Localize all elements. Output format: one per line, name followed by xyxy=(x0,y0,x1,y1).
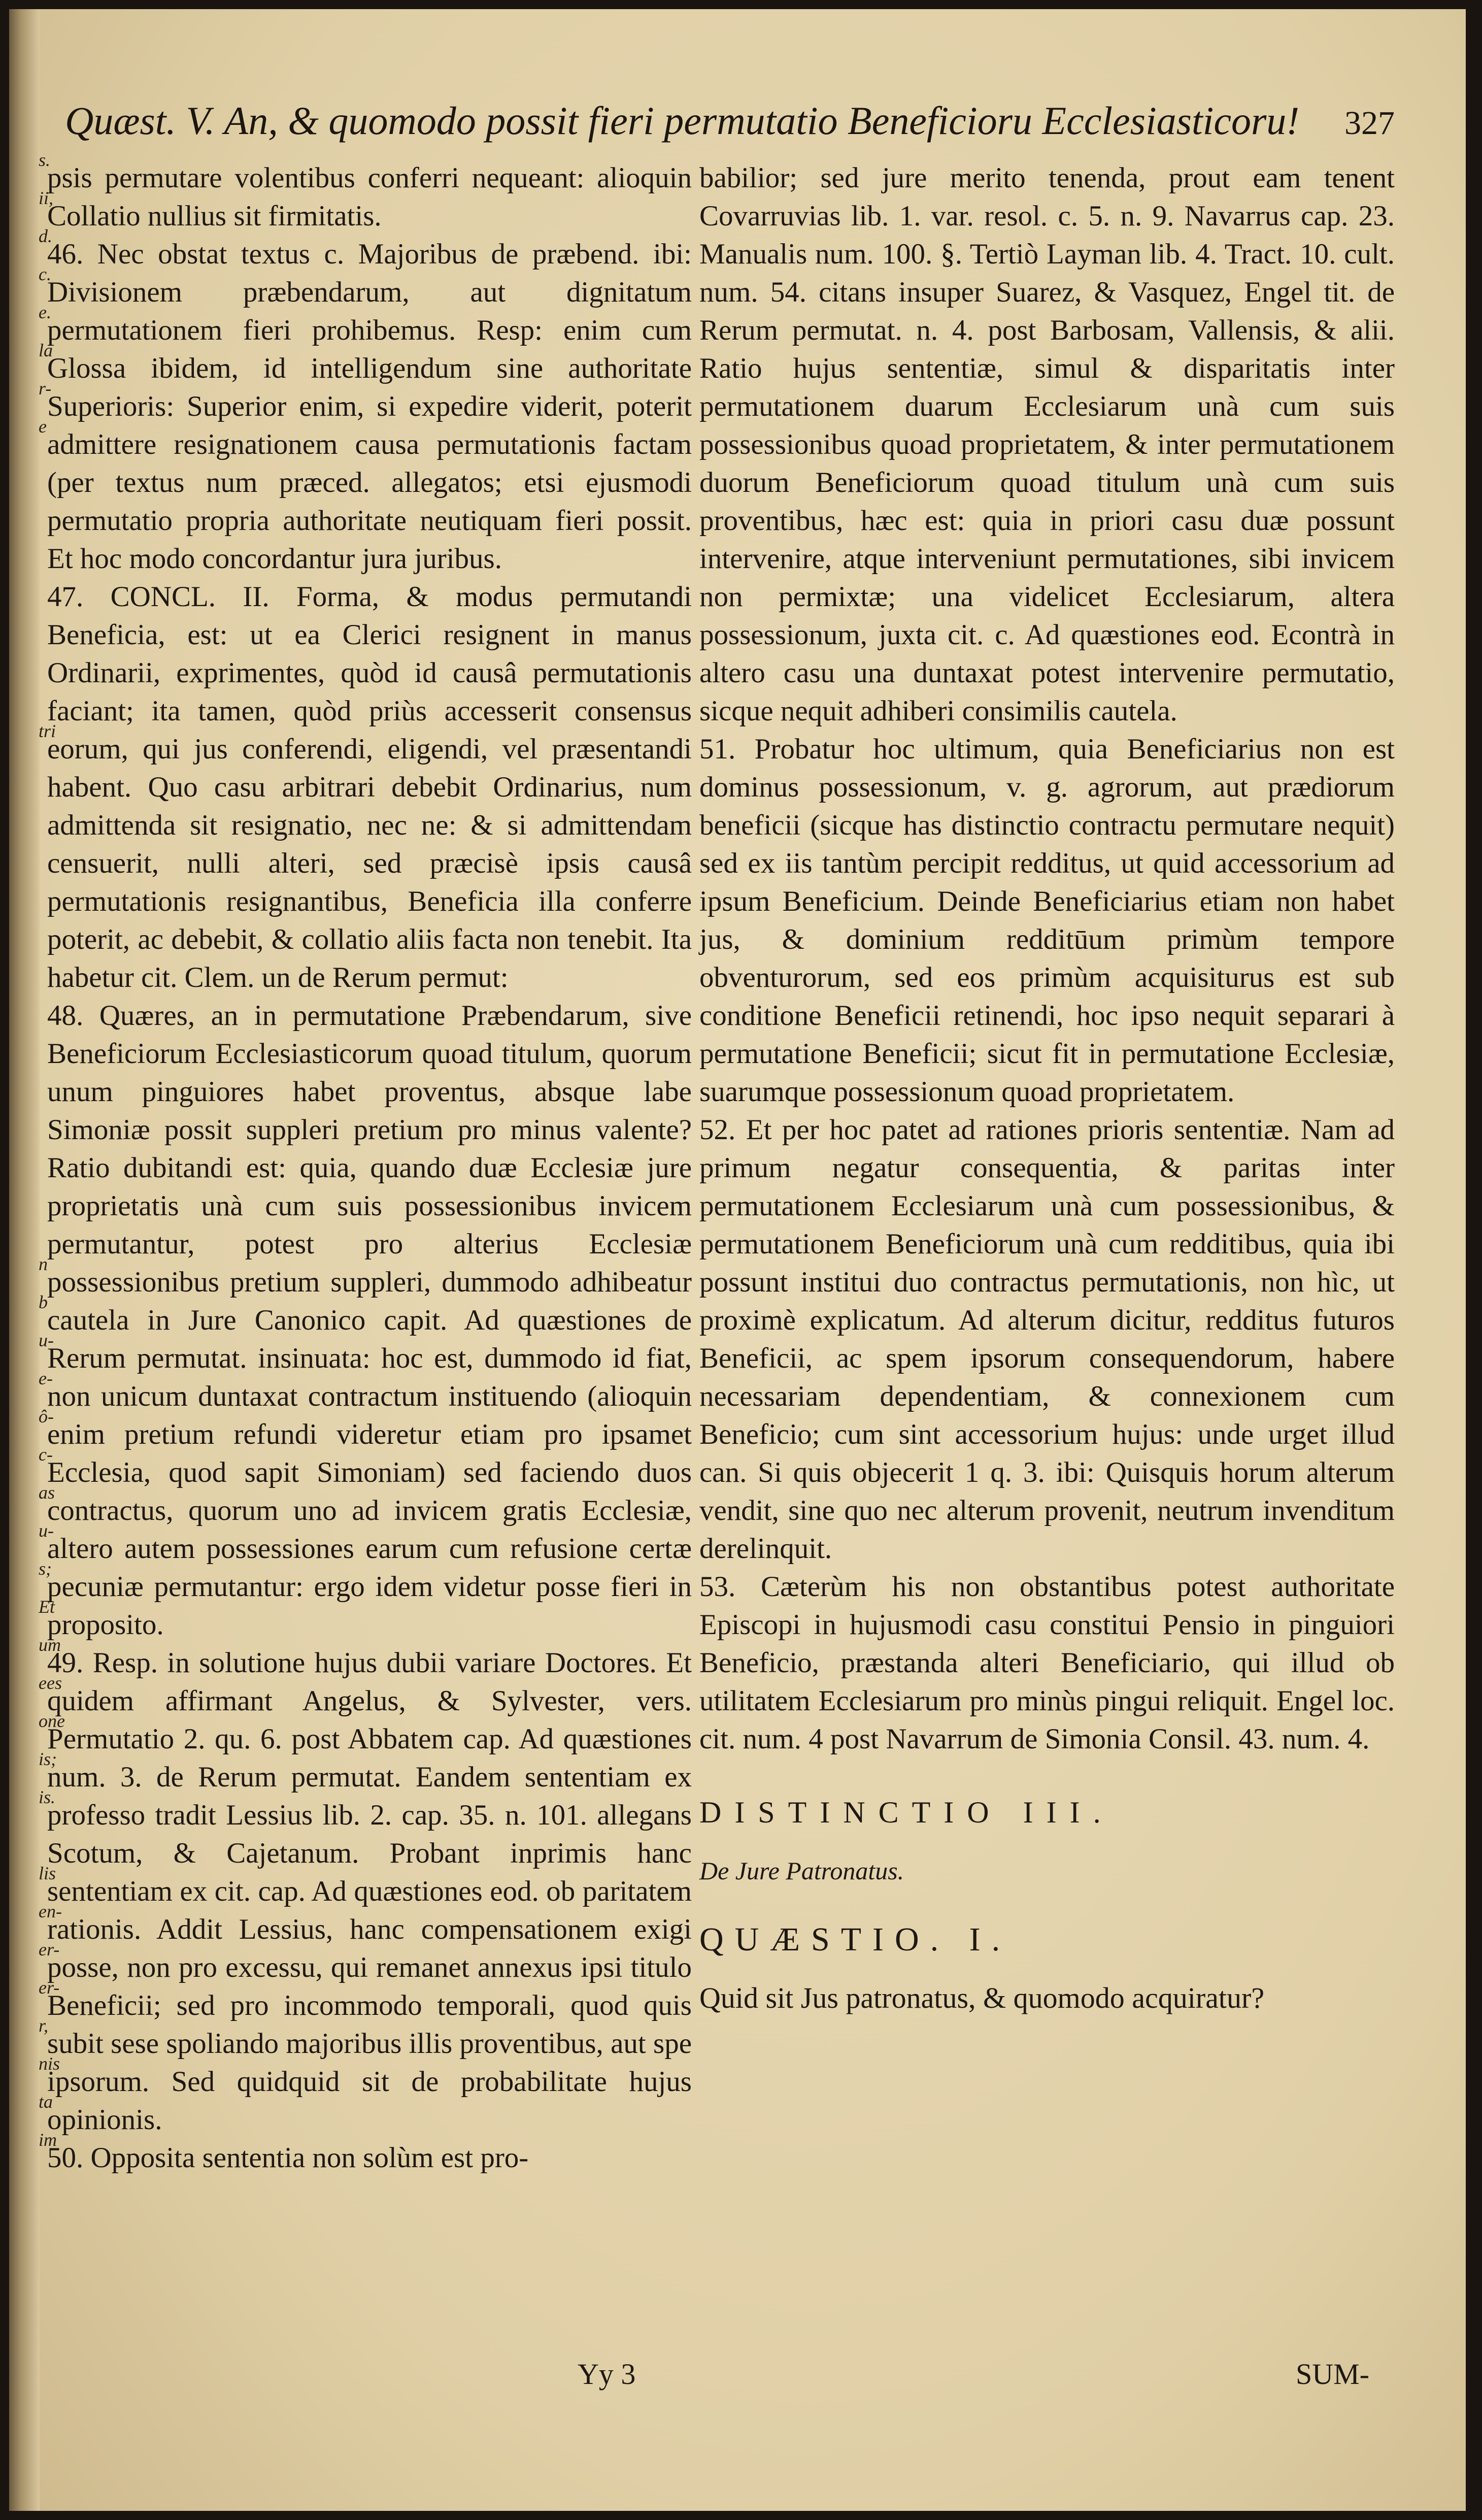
book-page xyxy=(9,9,1466,2511)
distinctio-heading: DISTINCTIO III. xyxy=(699,1796,1114,1829)
left-column xyxy=(47,159,692,2177)
margin-fragment: r, xyxy=(39,2015,49,2036)
margin-fragment: s. xyxy=(39,150,51,170)
margin-fragment: en- xyxy=(39,1901,62,1921)
margin-fragment: er- xyxy=(39,1977,60,1998)
margin-fragment: u- xyxy=(39,1520,54,1541)
margin-fragment: ees xyxy=(39,1673,62,1693)
margin-fragment: as xyxy=(39,1482,55,1503)
margin-fragment: c. xyxy=(39,264,51,284)
margin-fragment: e xyxy=(39,416,47,437)
margin-fragment: s; xyxy=(39,1559,52,1579)
page-number: 327 xyxy=(1344,105,1395,142)
margin-fragment: is; xyxy=(39,1749,57,1769)
margin-fragment: ô- xyxy=(39,1406,54,1427)
margin-fragment: im xyxy=(39,2130,57,2150)
margin-fragment: d. xyxy=(39,226,52,246)
paragraph: 50. Opposita sententia non solùm est pro- xyxy=(47,2142,529,2174)
margin-fragment: um xyxy=(39,1635,61,1655)
margin-fragment: lis xyxy=(39,1863,56,1883)
running-title: Quæst. V. An, & quomodo possit fieri permutatio Beneficioru Ecclesiasticoru! xyxy=(65,98,1300,143)
paragraph: 48. Quæres, an in permutatione Præbendarum, sive Beneficiorum Ecclesiasticorum quoad titulum, quorum unum pinguiores habet proventus, absque labe Simoniæ possit suppleri pretium pro minus valente? Ratio dubitandi est: quia, quando duæ Ecclesiæ jure proprietatis unà cum suis possessionibus invicem permutantur, potest pro alterius Ecclesiæ possessionibus pretium suppleri, dummodo adhibeatur cautela in Jure Canonico capit. Ad quæstiones de Rerum permutat. insinuata: hoc est, dummodo id fiat, non unicum duntaxat contractum instituendo (alioquin enim pretium refundi videretur etiam pro ipsamet Ecclesia, quod sapit Simoniam) sed faciendo duos contractus, quorum uno ad invicem gratis Ecclesiæ, altero autem possessiones earum cum refusione certæ pecuniæ permutantur: ergo idem videtur posse fieri in proposito. xyxy=(47,1000,692,1641)
paragraph: babilior; sed jure merito tenenda, prout eam tenent Covarruvias lib. 1. var. resol. c. 5. n. 9. Navarrus cap. 23. Manualis num. 100. §. Tertiò Layman lib. 4. Tract. 10. cult. num. 54. citans insuper Suarez, & Vasquez, Engel tit. de Rerum permutat. n. 4. post Barbosam, Vallensis, & alii. Ratio hujus sententiæ, simul & disparitatis inter permutationem duarum Ecclesiarum unà cum suis possessionibus quoad proprietatem, & inter permutationem duorum Beneficiorum quoad titulum unà cum suis proventibus, hæc est: quia in priori casu duæ possunt intervenire, atque interveniunt permutationes, sibi invicem non permixtæ; una videlicet Ecclesiarum, altera possessionum, juxta cit. c. Ad quæstiones eod. Econtrà in altero casu una duntaxat potest intervenire permutatio, sicque nequit adhiberi consimilis cautela. xyxy=(699,162,1395,727)
quaestio-title: Quid sit Jus patronatus, & quomodo acquiratur? xyxy=(699,1981,1265,2014)
margin-fragment: is. xyxy=(39,1787,56,1807)
margin-fragment: e. xyxy=(39,302,51,322)
margin-fragment: Et xyxy=(39,1597,55,1617)
paragraph: 46. Nec obstat textus c. Majoribus de præbend. ibi: Divisionem præbendarum, aut dignitatum permutationem fieri prohibemus. Resp: enim cum Glossa ibidem, id intelligendum sine authoritate Superioris: Superior enim, si expedire viderit, poterit admittere resignationem causa permutationis factam (per textus num præced. allegatos; etsi ejusmodi permutatio propria authoritate neutiquam fieri possit. Et hoc modo concordantur jura juribus. xyxy=(47,238,692,575)
margin-fragment: e- xyxy=(39,1368,53,1388)
margin-fragment: r- xyxy=(39,378,52,399)
paragraph: psis permutare volentibus conferri nequeant: alioquin Collatio nullius sit firmitatis. xyxy=(47,162,692,232)
margin-fragment: u- xyxy=(39,1330,54,1350)
paragraph: 53. Cæterùm his non obstantibus potest authoritate Episcopi in hujusmodi casu constitui Pensio in pinguiori Beneficio, præstanda alteri Beneficiario, qui illud ob utilitatem Ecclesiarum pro minùs pingui reliquit. Engel loc. cit. num. 4 post Navarrum de Simonia Consil. 43. num. 4. xyxy=(699,1571,1395,1755)
paragraph: 51. Probatur hoc ultimum, quia Beneficiarius non est dominus possessionum, v. g. agrorum, aut prædiorum beneficii (sicque has distinctio contractu permutare nequit) sed ex iis tantùm percipit redditus, ut quid accessorium ad ipsum Beneficium. Deinde Beneficiarius etiam non habet jus, & dominium redditūum primùm tempore obventurorum, sed eos primùm acquisiturus est sub conditione Beneficii retinendi, hoc ipso nequit separari à permutatione Beneficii; sicut fit in permutatione Ecclesiæ, suarumque possessionum quoad proprietatem. xyxy=(699,733,1395,1108)
margin-fragment: b xyxy=(39,1292,48,1312)
margin-fragment: c- xyxy=(39,1444,53,1465)
paragraph: 52. Et per hoc patet ad rationes prioris sententiæ. Nam ad primum negatur consequentia, & paritas inter permutationem Ecclesiarum unà cum possessionibus, & permutationem Beneficiorum unà cum redditibus, quia ibi possunt institui duo contractus permutationis, non hìc, ut proximè explicatum. Ad alterum dicitur, redditus futuros Beneficii, ac spem ipsorum consequendorum, habere necessariam dependentiam, & connexionem cum Beneficio; cum sint accessorium hujus: unde urget illud can. Si quis objecerit 1 q. 3. ibi: Quisquis horum alterum vendit, sine quo nec alterum provenit, neutrum invenditum derelinquit. xyxy=(699,1114,1395,1565)
right-column xyxy=(699,159,1395,2017)
signature-mark: Yy 3 xyxy=(578,2358,636,2391)
paragraph: 47. CONCL. II. Forma, & modus permutandi Beneficia, est: ut ea Clerici resignent in manus Ordinarii, exprimentes, quòd id causâ permutationis faciant; ita tamen, quòd priùs accesserit consensus eorum, qui jus conferendi, eligendi, vel præsentandi habent. Quo casu arbitrari debebit Ordinarius, num admittenda sit resignatio, nec ne: & si admittendam censuerit, nulli alteri, sed præcisè ipsis causâ permutationis resignantibus, Beneficia illa conferre poterit, ac debebit, & collatio aliis facta non tenebit. Ita habetur cit. Clem. un de Rerum permut: xyxy=(47,581,692,993)
margin-fragment: one xyxy=(39,1711,65,1731)
distinctio-subheading: De Jure Patronatus. xyxy=(699,1856,904,1885)
margin-fragment: tri xyxy=(39,721,56,741)
margin-fragment: ta xyxy=(39,2092,53,2112)
quaestio-heading: QUÆSTIO. I. xyxy=(699,1921,1012,1958)
margin-fragment: er- xyxy=(39,1939,60,1960)
margin-fragment: la xyxy=(39,340,53,360)
running-head xyxy=(65,98,1395,154)
binding-gutter xyxy=(9,9,40,2511)
margin-fragment: nis xyxy=(39,2053,60,2074)
margin-fragment: n xyxy=(39,1254,48,1274)
paragraph: 49. Resp. in solutione hujus dubii variare Doctores. Et quidem affirmant Angelus, & Sylvester, vers. Permutatio 2. qu. 6. post Abbatem cap. Ad quæstiones num. 3. de Rerum permutat. Eandem sententiam ex professo tradit Lessius lib. 2. cap. 35. n. 101. allegans Scotum, & Cajetanum. Probant inprimis hanc sententiam ex cit. cap. Ad quæstiones eod. ob paritatem rationis. Addit Lessius, hanc compensationem exigi posse, non pro excessu, qui remanet annexus ipsi titulo Beneficii; sed pro incommodo temporali, quod quis subit sese spoliando majoribus illis proventibus, aut spe ipsorum. Sed quidquid sit de probabilitate hujus opinionis. xyxy=(47,1647,692,2136)
margin-fragment: ii, xyxy=(39,188,54,208)
catchword: SUM- xyxy=(1295,2358,1369,2391)
